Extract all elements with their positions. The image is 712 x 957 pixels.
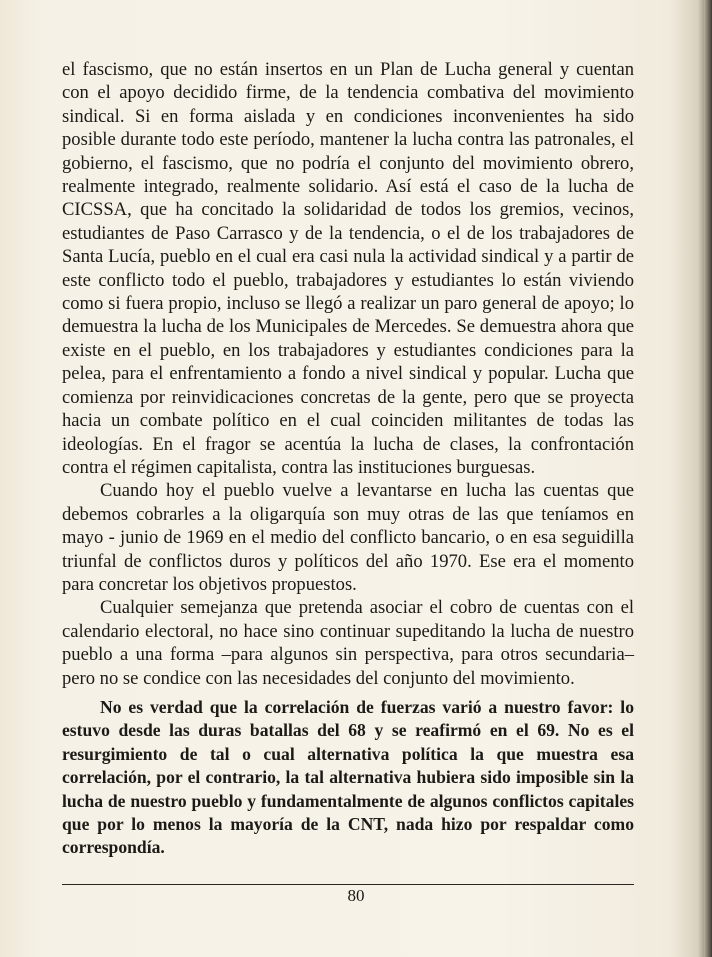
bold-paragraph: No es verdad que la correlación de fuerzas varió a nuestro favor: lo estuvo desde las duras batallas del 68 y se reafirmó en el 69. No es el resurgimiento de tal o cual alternativa política la que muestra esa correlación, por el contrario, la tal alternativa hubiera sido imposible sin la lucha de nuestro pueblo y fundamentalmente de algunos conflictos capitales que por lo menos la mayoría de la CNT, nada hizo por respaldar como correspondía. <box>62 696 634 858</box>
paragraph-3: Cualquier semejanza que pretenda asociar el cobro de cuentas con el calendario electoral, no hace sino continuar supeditando la lucha de nuestro pueblo a una forma –para algunos sin perspectiva, para otros secundaria– pero no se condice con las necesidades del conjunto del movimiento. <box>62 597 634 689</box>
paragraph-2: Cuando hoy el pueblo vuelve a levantarse en lucha las cuentas que debemos cobrarles a la oligarquía son muy otras de las que teníamos en mayo - junio de 1969 en el medio del conflicto bancario, o en esa seguidilla triunfal de conflictos duros y políticos del año 1970. Ese era el momento para concretar los objetivos propuestos. <box>62 480 634 595</box>
paragraph-1: el fascismo, que no están insertos en un Plan de Lucha general y cuentan con el apoyo decidido firme, de la tendencia combativa del movimiento sindical. Si en forma aislada y en condiciones inconvenientes ha sido posible durante todo este período, mantener la lucha contra las patronales, el gobierno, el fascismo, que no podría el conjunto del movimiento obrero, realmente integrado, realmente solidario. Así está el caso de la lucha de CICSSA, que ha concitado la solidaridad de todos los gremios, vecinos, estudiantes de Paso Carrasco y de la tendencia, o el de los trabajadores de Santa Lucía, pueblo en el cual era casi nula la actividad sindical y a partir de este conflicto todo el pueblo, trabajadores y estudiantes lo están viviendo como si fuera propio, incluso se llegó a realizar un paro general de apoyo; lo demuestra la lucha de los Municipales de Mercedes. Se demuestra ahora que existe en el pueblo, en los trabajadores y estudiantes condiciones para la pelea, para el enfrentamiento a fondo a nivel sindical y popular. Lucha que comienza por reinvidicaciones concretas de la gente, pero que se proyecta hacia un combate político en el cual coinciden militantes de todas las ideologías. En el fragor se acentúa la lucha de clases, la confrontación contra el régimen capitalista, contra las instituciones burguesas. <box>62 59 634 478</box>
page-binding-edge <box>704 0 712 957</box>
page-number: 80 <box>347 886 365 905</box>
body-text <box>62 58 634 860</box>
footer-rule <box>62 884 634 885</box>
